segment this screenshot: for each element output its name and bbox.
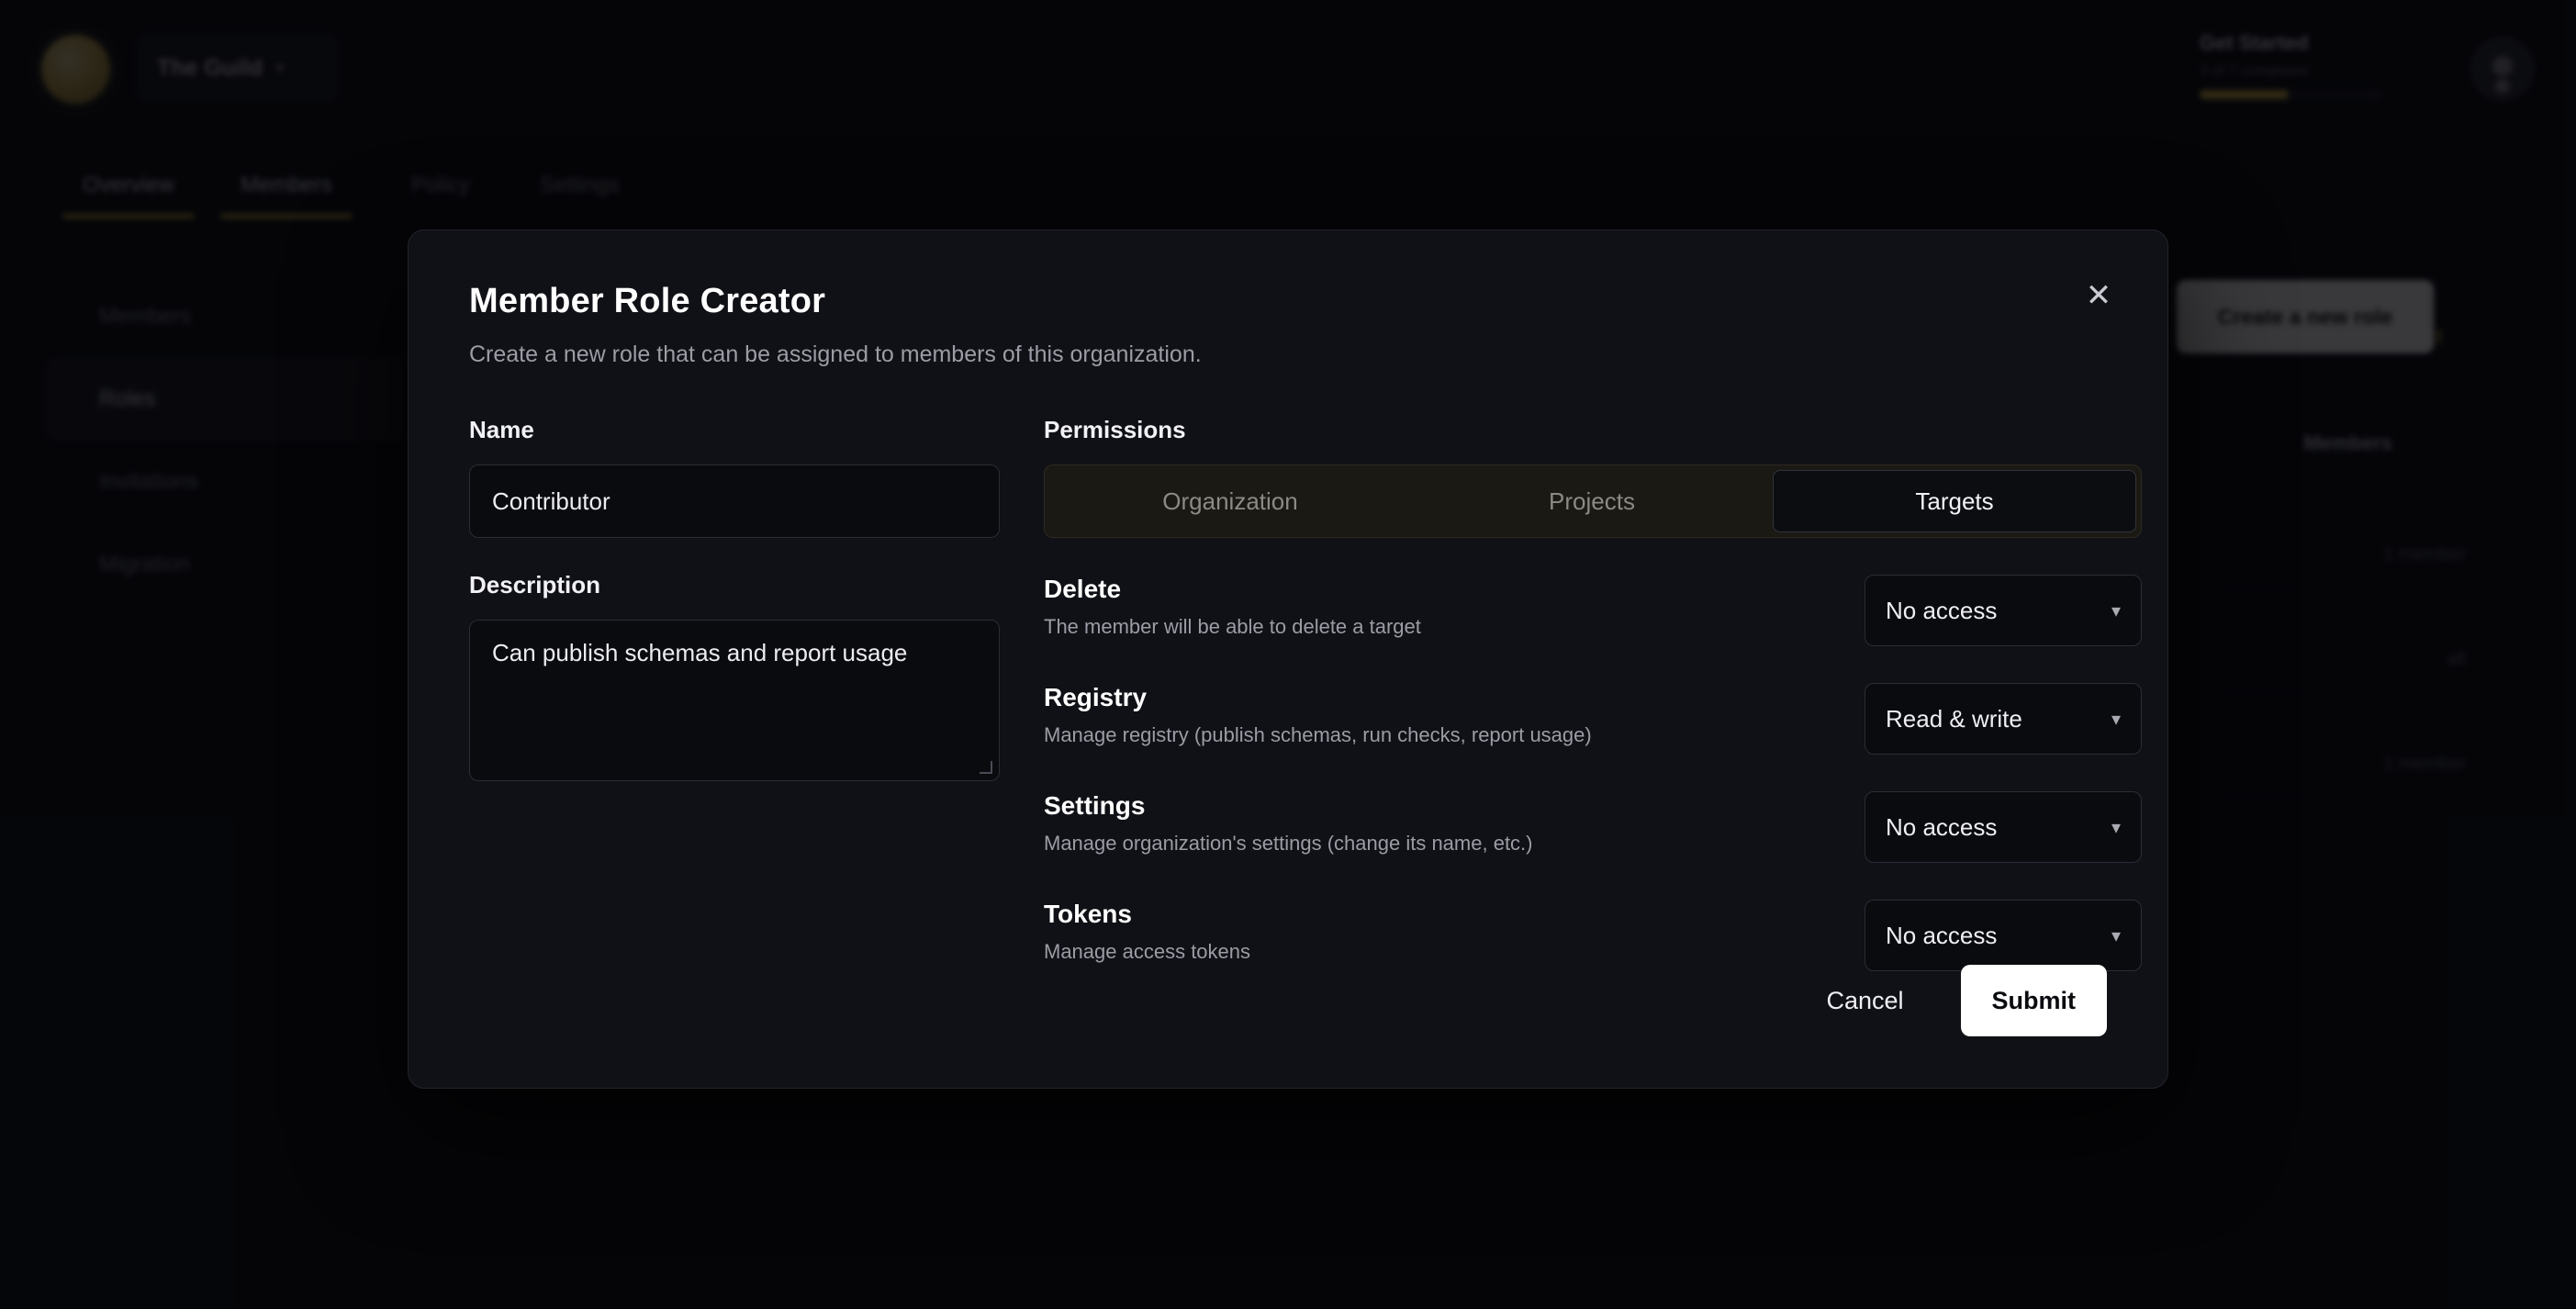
permission-description: Manage access tokens (1044, 940, 1251, 963)
permission-select-tokens[interactable] (1865, 900, 2142, 971)
role-details-column (469, 416, 1000, 971)
permissions-label: Permissions (1044, 416, 1186, 443)
permission-select-registry[interactable] (1865, 683, 2142, 755)
cancel-button[interactable]: Cancel (1826, 986, 1904, 1014)
dialog-body (469, 416, 2121, 971)
description-label: Description (469, 571, 601, 599)
permission-select-value: Read & write (1886, 704, 2022, 733)
tab-targets[interactable]: Targets (1773, 470, 2136, 532)
permission-title: Registry (1044, 683, 1148, 711)
permission-title: Delete (1044, 575, 1122, 603)
permission-select-value: No access (1886, 921, 1998, 949)
permission-row-settings (1044, 791, 2142, 863)
permission-description: Manage organization's settings (change its name, etc.) (1044, 832, 1533, 855)
tab-organization[interactable]: Organization (1162, 487, 1298, 515)
permission-title: Settings (1044, 791, 1146, 820)
permissions-tabs (1044, 464, 2142, 538)
permission-description: Manage registry (publish schemas, run checks, report usage) (1044, 723, 1592, 746)
chevron-down-icon: ▾ (2111, 925, 2121, 946)
member-role-creator-dialog (408, 229, 2168, 1089)
permission-select-settings[interactable] (1865, 791, 2142, 863)
chevron-down-icon: ▾ (2111, 600, 2121, 621)
permission-select-delete[interactable] (1865, 575, 2142, 646)
permissions-column (1044, 416, 2142, 971)
dialog-actions (1795, 965, 2107, 1036)
name-input[interactable]: Contributor (469, 464, 1000, 538)
permission-select-value: No access (1886, 596, 1998, 624)
permission-row-tokens (1044, 900, 2142, 971)
dialog-subtitle: Create a new role that can be assigned to members of this organization. (469, 341, 1202, 367)
permission-row-registry (1044, 683, 2142, 755)
permission-select-value: No access (1886, 812, 1998, 841)
submit-button[interactable]: Submit (1961, 965, 2108, 1036)
permission-row-delete (1044, 575, 2142, 646)
name-label: Name (469, 416, 534, 443)
close-icon[interactable]: ✕ (2085, 278, 2112, 313)
chevron-down-icon: ▾ (2111, 709, 2121, 730)
chevron-down-icon: ▾ (2111, 817, 2121, 838)
permission-description: The member will be able to delete a target (1044, 615, 1421, 638)
tab-projects[interactable]: Projects (1549, 487, 1635, 515)
dialog-title: Member Role Creator (469, 282, 826, 320)
description-textarea[interactable]: Can publish schemas and report usage (469, 620, 1000, 781)
permission-title: Tokens (1044, 900, 1132, 928)
